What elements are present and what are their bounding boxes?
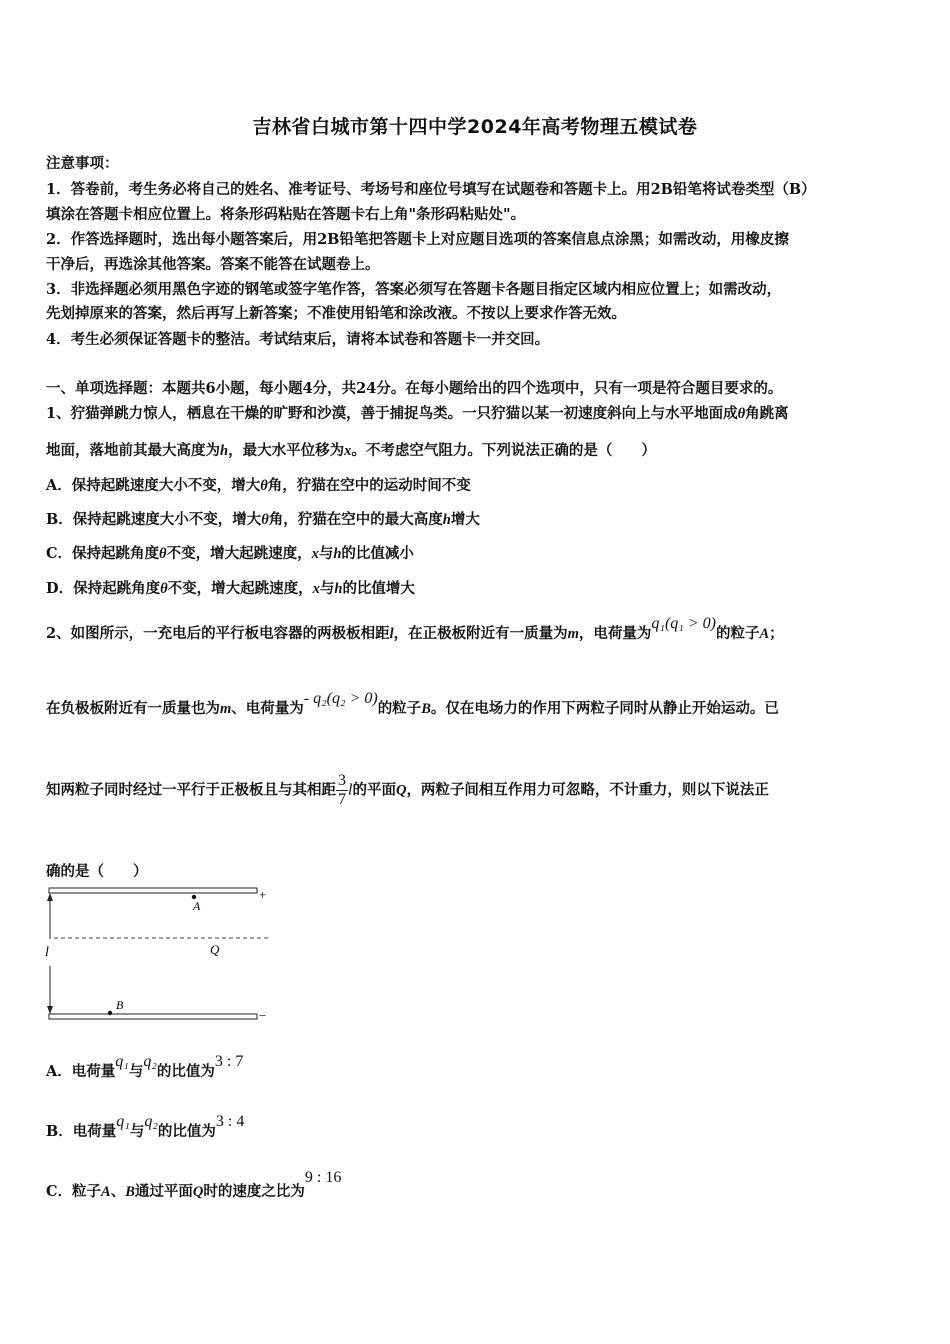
q2-stem-line1: 2、如图所示，一充电后的平行板电容器的两极板相距l，在正极板附近有一质量为m，电荷量为q₁(q₁ > 0)的粒子A； bbox=[46, 615, 784, 642]
notice-line: 干净后，再选涂其他答案。答案不能答在试题卷上。 bbox=[46, 256, 380, 273]
q2-option-b[interactable]: B．电荷量q₁与q₂的比值为3 : 4 bbox=[46, 1113, 245, 1140]
notice-line: 先划掉原来的答案，然后再写上新答案；不准使用铅笔和涂改液。不按以上要求作答无效。 bbox=[46, 305, 626, 322]
theta-symbol: θ bbox=[737, 406, 746, 422]
q2-stem-line3: 知两粒子同时经过一平行于正极板且与其相距 $\frac{3}{7}$ l的平面Q，两粒子间相互作用力可忽略，不计重力，则以下说法正 bbox=[46, 772, 769, 808]
ratio-value: 3 : 4 bbox=[215, 1113, 245, 1130]
fraction-three-sevenths: $\frac{3}{7}$ bbox=[338, 772, 346, 808]
q2-charge-expression: - q₂(q₂ > 0) bbox=[303, 690, 378, 707]
section-heading: 一、单项选择题：本题共6小题，每小题4分，共24分。在每小题给出的四个选项中，只有一项是符合题目要求的。 bbox=[46, 380, 783, 397]
q2-stem-line4: 确的是（ ） bbox=[46, 863, 148, 880]
q1-stem-line1: 1、狞猫弹跳力惊人，栖息在干燥的旷野和沙漠，善于捕捉鸟类。一只狞猫以某一初速度斜向上与水平地面成θ角跳离 bbox=[46, 405, 789, 422]
particle-b-dot bbox=[108, 1011, 112, 1015]
ratio-value: 9 : 16 bbox=[304, 1169, 342, 1186]
page-title: 吉林省白城市第十四中学2024年高考物理五模试卷 bbox=[252, 116, 698, 138]
positive-plate bbox=[49, 888, 257, 893]
arrow-head-down bbox=[47, 1006, 53, 1014]
notice-line: 填涂在答题卡相应位置上。将条形码粘贴在答题卡右上角"条形码粘贴处"。 bbox=[46, 206, 526, 223]
q2-stem-line2: 在负极板附近有一质量也为m、电荷量为- q₂(q₂ > 0)的粒子B。仅在电场力的作用下两粒子同时从静止开始运动。已 bbox=[46, 690, 779, 717]
particle-b-label: B bbox=[116, 998, 124, 1012]
notice-heading: 注意事项： bbox=[46, 155, 119, 172]
q1-option-c[interactable]: C．保持起跳角度θ不变，增大起跳速度，x与h的比值减小 bbox=[46, 545, 414, 562]
minus-sign: − bbox=[259, 1008, 267, 1023]
plus-sign: + bbox=[259, 887, 267, 902]
q1-stem-line2: 地面，落地前其最大高度为h，最大水平位移为x。不考虑空气阻力。下列说法正确的是（ ） bbox=[46, 442, 656, 459]
q2-option-c[interactable]: C．粒子A、B通过平面Q时的速度之比为9 : 16 bbox=[46, 1169, 342, 1200]
negative-plate bbox=[49, 1014, 257, 1019]
notice-line: 2．作答选择题时，选出每小题答案后，用2B铅笔把答题卡上对应题目选项的答案信息点涂黑；如需改动，用橡皮擦 bbox=[46, 231, 789, 248]
arrow-head-up bbox=[47, 893, 53, 901]
q1-option-b[interactable]: B．保持起跳速度大小不变，增大θ角，狞猫在空中的最大高度h增大 bbox=[46, 511, 480, 528]
capacitor-diagram bbox=[40, 884, 280, 1028]
notice-line: 4．考生必须保证答题卡的整洁。考试结束后，请将本试卷和答题卡一并交回。 bbox=[46, 331, 550, 348]
ratio-value: 3 : 7 bbox=[214, 1053, 244, 1070]
distance-label: l bbox=[45, 945, 49, 960]
q1-charge-expression: q₁(q₁ > 0) bbox=[651, 615, 716, 632]
plane-q-label: Q bbox=[210, 942, 220, 957]
notice-line: 1．答卷前，考生务必将自己的姓名、准考证号、考场号和座位号填写在试题卷和答题卡上。用2B铅笔将试卷类型（B） bbox=[46, 181, 816, 198]
notice-line: 3．非选择题必须用黑色字迹的钢笔或签字笔作答，答案必须写在答题卡各题目指定区域内相应位置上；如需改动， bbox=[46, 281, 782, 298]
q2-option-a[interactable]: A．电荷量q₁与q₂的比值为3 : 7 bbox=[46, 1053, 244, 1080]
q1-option-d[interactable]: D．保持起跳角度θ不变，增大起跳速度，x与h的比值增大 bbox=[46, 580, 415, 597]
q1-option-a[interactable]: A．保持起跳速度大小不变，增大θ角，狞猫在空中的运动时间不变 bbox=[46, 477, 471, 494]
particle-a-label: A bbox=[193, 899, 201, 913]
